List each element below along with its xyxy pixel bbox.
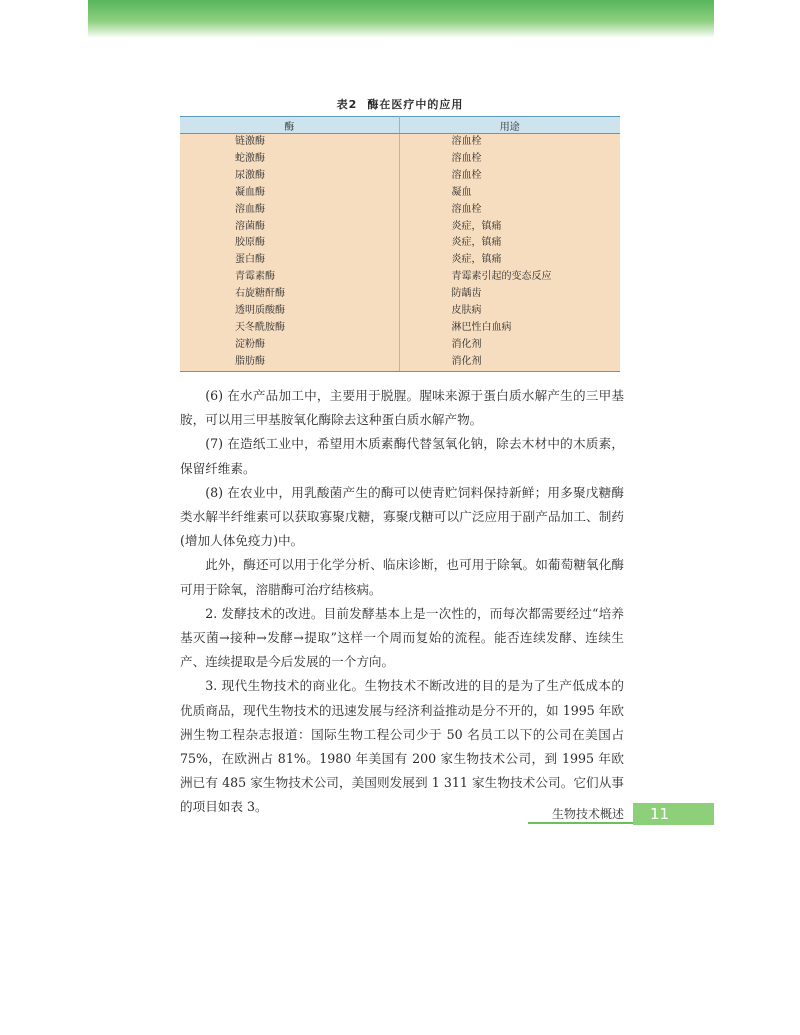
enzyme-cell: 胶原酶 (180, 235, 399, 252)
column-header-enzyme: 酶 (180, 117, 399, 134)
paragraph-other-uses: 此外，酶还可以用于化学分析、临床诊断，也可用于除氧。如葡萄糖氧化酶可用于除氧，溶腊酶可治疗结核病。 (180, 557, 624, 597)
paragraph-aquatic: (6) 在水产品加工中，主要用于脱腥。腥味来源于蛋白质水解产生的三甲基胺，可以用三甲基胺氧化酶除去这种蛋白质水解产物。 (180, 388, 624, 428)
footer-rule (528, 822, 633, 824)
table-row (180, 252, 620, 269)
table-row (180, 235, 620, 252)
table-row (180, 185, 620, 202)
use-cell: 凝血 (399, 185, 620, 202)
use-cell: 消化剂 (399, 354, 620, 371)
table-row (180, 269, 620, 286)
paragraph-fermentation: 2. 发酵技术的改进。目前发酵基本上是一次性的，而每次都需要经过“培养基灭菌→接种→发酵→提取”这样一个周而复始的流程。能否连续发酵、连续生产、连续提取是今后发展的一个方向。 (180, 605, 624, 670)
enzyme-cell: 脂肪酶 (180, 354, 399, 371)
enzyme-cell: 链激酶 (180, 134, 399, 151)
enzyme-table (180, 116, 620, 372)
table-row (180, 151, 620, 168)
enzyme-cell: 蛇激酶 (180, 151, 399, 168)
body-text (180, 384, 624, 820)
table-row (180, 168, 620, 185)
enzyme-cell: 溶菌酶 (180, 219, 399, 236)
enzyme-cell: 淀粉酶 (180, 337, 399, 354)
table-row (180, 202, 620, 219)
enzyme-cell: 凝血酶 (180, 185, 399, 202)
use-cell: 溶血栓 (399, 151, 620, 168)
paragraph-agriculture: (8) 在农业中，用乳酸菌产生的酶可以使青贮饲料保持新鲜；用多聚戊糖酶类水解半纤维素可以获取寡聚戊糖，寡聚戊糖可以广泛应用于副产品加工、制药(增加人体免疫力)中。 (180, 484, 624, 549)
use-cell: 皮肤病 (399, 303, 620, 320)
table-row (180, 337, 620, 354)
table-title: 酶在医疗中的应用 (367, 98, 464, 111)
enzyme-cell: 青霉素酶 (180, 269, 399, 286)
enzyme-cell: 透明质酸酶 (180, 303, 399, 320)
use-cell: 炎症，镇痛 (399, 235, 620, 252)
table-caption (0, 96, 800, 112)
table-row (180, 219, 620, 236)
use-cell: 炎症，镇痛 (399, 219, 620, 236)
enzyme-cell: 天冬酰胺酶 (180, 320, 399, 337)
table-row (180, 320, 620, 337)
use-cell: 炎症，镇痛 (399, 252, 620, 269)
enzyme-cell: 右旋糖酐酶 (180, 286, 399, 303)
table-number: 表2 (336, 98, 358, 111)
paragraph-commercialization: 3. 现代生物技术的商业化。生物技术不断改进的目的是为了生产低成本的优质商品，现代生物技术的迅速发展与经济利益推动是分不开的，如 1995 年欧洲生物工程杂志报道：国际生物工程公司少于 50 名员工以下的公司在美国占 75%，在欧洲占 81%。1980 年美国有 200 家生物技术公司，到 1995 年欧洲已有 485 家生物技术公司，美国则发展到 1 311 家生物技术公司。它们从事的项目如表 3。 (180, 678, 624, 815)
use-cell: 溶血栓 (399, 168, 620, 185)
column-header-use: 用途 (399, 117, 620, 134)
use-cell: 青霉素引起的变态反应 (399, 269, 620, 286)
use-cell: 溶血栓 (399, 202, 620, 219)
enzyme-cell: 蛋白酶 (180, 252, 399, 269)
enzyme-cell: 尿激酶 (180, 168, 399, 185)
page-number: 11 (633, 803, 714, 825)
paragraph-paper: (7) 在造纸工业中，希望用木质素酶代替氢氧化钠，除去木材中的木质素，保留纤维素。 (180, 436, 624, 476)
running-footer-section: 生物技术概述 (551, 807, 624, 821)
table-row (180, 354, 620, 371)
use-cell: 溶血栓 (399, 134, 620, 151)
table-header-row (180, 117, 620, 134)
table-row (180, 286, 620, 303)
header-band (88, 0, 714, 38)
enzyme-cell: 溶血酶 (180, 202, 399, 219)
table-row (180, 134, 620, 151)
use-cell: 淋巴性白血病 (399, 320, 620, 337)
table-row (180, 303, 620, 320)
use-cell: 消化剂 (399, 337, 620, 354)
use-cell: 防龋齿 (399, 286, 620, 303)
